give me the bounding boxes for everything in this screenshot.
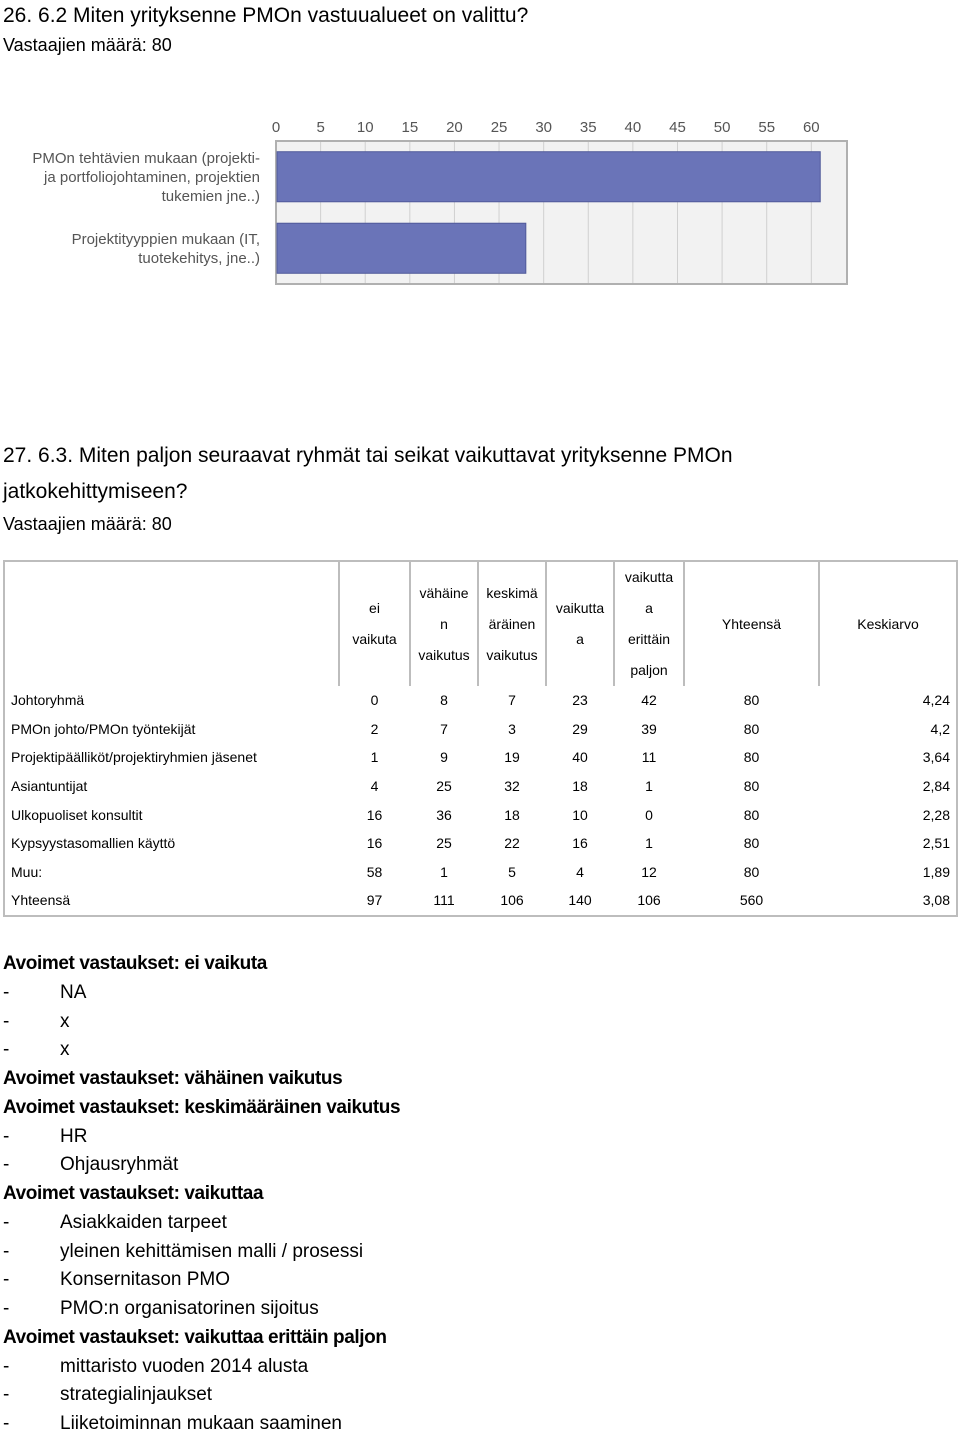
open-answer-item <box>3 1381 953 1410</box>
table-cell: 19 <box>504 749 520 766</box>
table-cell: 140 <box>546 886 614 916</box>
table-cell: 1 <box>645 835 653 852</box>
table-row <box>4 772 957 801</box>
bar <box>277 152 820 202</box>
open-answer-text: x <box>60 1010 70 1032</box>
table-cell: 8 <box>440 692 448 709</box>
table-cell: 42 <box>641 692 657 709</box>
table-row <box>4 715 957 744</box>
table-cell: 80 <box>743 863 760 880</box>
table-row <box>4 800 957 829</box>
column-header-text: vaikutus <box>486 646 538 663</box>
open-answer-text: Liiketoiminnan mukaan saaminen <box>60 1413 342 1434</box>
column-header <box>546 561 614 686</box>
question-title-26: 26. 6.2 Miten yrityksenne PMOn vastuualueet on valittu? <box>3 4 529 27</box>
open-answer-item <box>3 1008 953 1037</box>
table-cell: 0 <box>645 806 653 823</box>
category-label: ja portfoliojohtaminen, projektien <box>44 168 260 186</box>
x-tick-label: 45 <box>669 119 686 136</box>
open-answer-item <box>3 1209 953 1238</box>
table-cell: 80 <box>743 806 760 823</box>
column-header-text: äräinen <box>488 615 536 632</box>
table-cell: 560 <box>684 886 819 916</box>
table-cell: 97 <box>339 886 410 916</box>
open-answer-text: Asiakkaiden tarpeet <box>60 1211 227 1233</box>
table-cell: 80 <box>743 835 760 852</box>
list-dash: - <box>3 1211 10 1233</box>
open-answer-text: x <box>60 1039 70 1061</box>
table-cell: 23 <box>572 692 588 709</box>
table-cell: 1 <box>440 863 448 880</box>
column-header-text: n <box>440 615 448 632</box>
table-cell: 2,28 <box>819 800 957 829</box>
list-dash: - <box>3 981 10 1003</box>
table-cell: 2,51 <box>819 829 957 858</box>
table-cell: 12 <box>641 863 657 880</box>
column-header-text: keskimä <box>486 584 538 601</box>
table-cell: 3,64 <box>819 743 957 772</box>
table-cell: 1 <box>370 749 379 766</box>
table-cell: 80 <box>743 778 760 795</box>
column-header <box>819 561 957 686</box>
list-dash: - <box>3 1240 10 1262</box>
table-cell: 106 <box>478 886 546 916</box>
list-dash: - <box>3 1269 10 1291</box>
table-cell: 3 <box>508 720 516 737</box>
column-header-text: paljon <box>630 662 668 678</box>
table-cell: 1,89 <box>819 858 957 887</box>
column-header-text: vaikutus <box>418 646 470 663</box>
row-label: Muu: <box>4 858 339 887</box>
table-cell: 4 <box>370 778 379 795</box>
table-cell: 4,2 <box>819 715 957 744</box>
table-cell: 39 <box>641 720 657 737</box>
table-cell: 5 <box>508 863 516 880</box>
open-answers <box>3 950 953 1439</box>
table-cell: 16 <box>572 835 588 852</box>
category-label: PMOn tehtävien mukaan (projekti- <box>32 149 260 167</box>
table-cell: 25 <box>436 835 452 852</box>
table-cell: 3,08 <box>819 886 957 916</box>
column-header-text: erittäin <box>627 631 671 647</box>
table-cell: 2,84 <box>819 772 957 801</box>
table-cell: 10 <box>572 806 588 823</box>
influence-table <box>3 560 958 917</box>
column-header-text: vähäine <box>419 584 469 601</box>
respondent-count-26: Vastaajien määrä: 80 <box>3 35 172 55</box>
list-dash: - <box>3 1413 10 1434</box>
question-title-27-line1: 27. 6.3. Miten paljon seuraavat ryhmät tai seikat vaikuttavat yrityksenne PMOn <box>3 444 733 467</box>
table-cell: 18 <box>572 778 588 795</box>
x-tick-label: 50 <box>713 119 731 136</box>
x-tick-label: 25 <box>490 119 508 136</box>
list-dash: - <box>3 1154 10 1176</box>
x-tick-label: 20 <box>446 119 463 136</box>
open-answer-item <box>3 1410 953 1439</box>
question-title-27-line2: jatkokehittymiseen? <box>3 480 188 503</box>
x-tick-label: 55 <box>758 119 776 136</box>
category-label: tukemien jne..) <box>161 187 260 205</box>
column-header <box>478 561 546 686</box>
table-cell: 16 <box>366 806 383 823</box>
table-cell: 0 <box>370 692 379 709</box>
x-tick-label: 40 <box>624 119 642 136</box>
column-header <box>614 561 684 686</box>
x-tick-label: 0 <box>271 119 281 136</box>
open-answer-text: mittaristo vuoden 2014 alusta <box>60 1355 309 1377</box>
open-answer-text: Ohjausryhmät <box>60 1154 179 1176</box>
column-header-text: Keskiarvo <box>857 615 919 632</box>
column-header-text: a <box>645 600 653 616</box>
table-cell: 80 <box>743 749 760 766</box>
open-answer-item <box>3 1238 953 1267</box>
table-cell: 7 <box>508 692 516 709</box>
row-label: Johtoryhmä <box>4 686 339 715</box>
table-cell: 16 <box>366 835 383 852</box>
column-header <box>339 561 410 686</box>
category-label: tuotekehitys, jne..) <box>138 249 260 267</box>
open-answer-item <box>3 1266 953 1295</box>
table-row <box>4 886 957 916</box>
table-cell: 40 <box>572 749 588 766</box>
table-header-row <box>4 561 957 686</box>
column-header-text: Yhteensä <box>721 615 782 632</box>
column-header-text: vaikutta <box>555 600 605 616</box>
list-dash: - <box>3 1010 10 1032</box>
table-row <box>4 858 957 887</box>
table-row <box>4 743 957 772</box>
table-cell: 25 <box>436 778 452 795</box>
column-header-text: vaikuta <box>352 631 397 647</box>
row-label: Ulkopuoliset konsultit <box>4 800 339 829</box>
open-answer-text: strategialinjaukset <box>60 1384 213 1406</box>
open-answers-heading: Avoimet vastaukset: ei vaikuta <box>3 953 267 974</box>
open-answer-text: Konsernitason PMO <box>60 1269 231 1291</box>
open-answer-item <box>3 979 953 1008</box>
category-label: Projektityyppien mukaan (IT, <box>71 230 260 248</box>
table-cell: 80 <box>743 692 760 709</box>
table-cell: 7 <box>440 720 448 737</box>
row-label: Kypsyystasomallien käyttö <box>4 829 339 858</box>
open-answer-item <box>3 1151 953 1180</box>
row-label: Projektipäälliköt/projektiryhmien jäsenet <box>4 743 339 772</box>
list-dash: - <box>3 1355 10 1377</box>
open-answer-text: HR <box>60 1125 88 1147</box>
table-cell: 58 <box>366 863 383 880</box>
list-dash: - <box>3 1384 10 1406</box>
table-cell: 2 <box>370 720 379 737</box>
column-header-text: ei <box>369 600 380 616</box>
open-answer-item <box>3 1123 953 1152</box>
table-cell: 18 <box>504 806 520 823</box>
list-dash: - <box>3 1298 10 1319</box>
row-label: Yhteensä <box>4 886 339 916</box>
table-cell: 106 <box>614 886 684 916</box>
open-answer-item <box>3 1036 953 1065</box>
open-answers-heading: Avoimet vastaukset: vaikuttaa erittäin paljon <box>3 1326 387 1348</box>
table-cell: 32 <box>504 778 520 795</box>
open-answer-item <box>3 1353 953 1382</box>
table-cell: 4 <box>576 863 584 880</box>
table-cell: 1 <box>645 778 653 795</box>
x-tick-label: 30 <box>535 119 552 136</box>
x-tick-label: 10 <box>356 119 374 136</box>
bar <box>277 223 526 273</box>
table-body <box>4 686 957 916</box>
x-tick-label: 35 <box>579 119 597 136</box>
x-tick-label: 5 <box>316 119 325 136</box>
table-row <box>4 686 957 715</box>
table-row <box>4 829 957 858</box>
column-header <box>684 561 819 686</box>
open-answer-text: yleinen kehittämisen malli / prosessi <box>60 1240 364 1262</box>
column-header-text: a <box>576 631 584 647</box>
table-cell: 111 <box>410 886 478 916</box>
list-dash: - <box>3 1125 10 1147</box>
column-header-text: vaikutta <box>624 569 674 585</box>
column-header <box>410 561 478 686</box>
header-empty-cell <box>4 561 339 686</box>
open-answers-heading: Avoimet vastaukset: vaikuttaa <box>3 1183 264 1204</box>
open-answers-heading: Avoimet vastaukset: keskimääräinen vaikutus <box>3 1096 401 1118</box>
table-cell: 80 <box>743 720 760 737</box>
row-label: PMOn johto/PMOn työntekijät <box>4 715 339 744</box>
table-cell: 29 <box>572 720 588 737</box>
x-tick-label: 15 <box>401 119 419 136</box>
table-cell: 22 <box>504 835 520 852</box>
open-answer-text: NA <box>60 981 87 1003</box>
table-cell: 36 <box>436 806 452 823</box>
responsibility-bar-chart <box>0 110 960 300</box>
table-cell: 9 <box>440 749 448 766</box>
open-answer-item <box>3 1295 953 1324</box>
respondent-count-27: Vastaajien määrä: 80 <box>3 514 172 534</box>
table-cell: 4,24 <box>819 686 957 715</box>
list-dash: - <box>3 1039 10 1061</box>
open-answers-heading: Avoimet vastaukset: vähäinen vaikutus <box>3 1068 343 1089</box>
open-answer-text: PMO:n organisatorinen sijoitus <box>60 1298 319 1319</box>
x-tick-label: 60 <box>802 119 820 136</box>
table-cell: 11 <box>641 749 657 766</box>
row-label: Asiantuntijat <box>4 772 339 801</box>
